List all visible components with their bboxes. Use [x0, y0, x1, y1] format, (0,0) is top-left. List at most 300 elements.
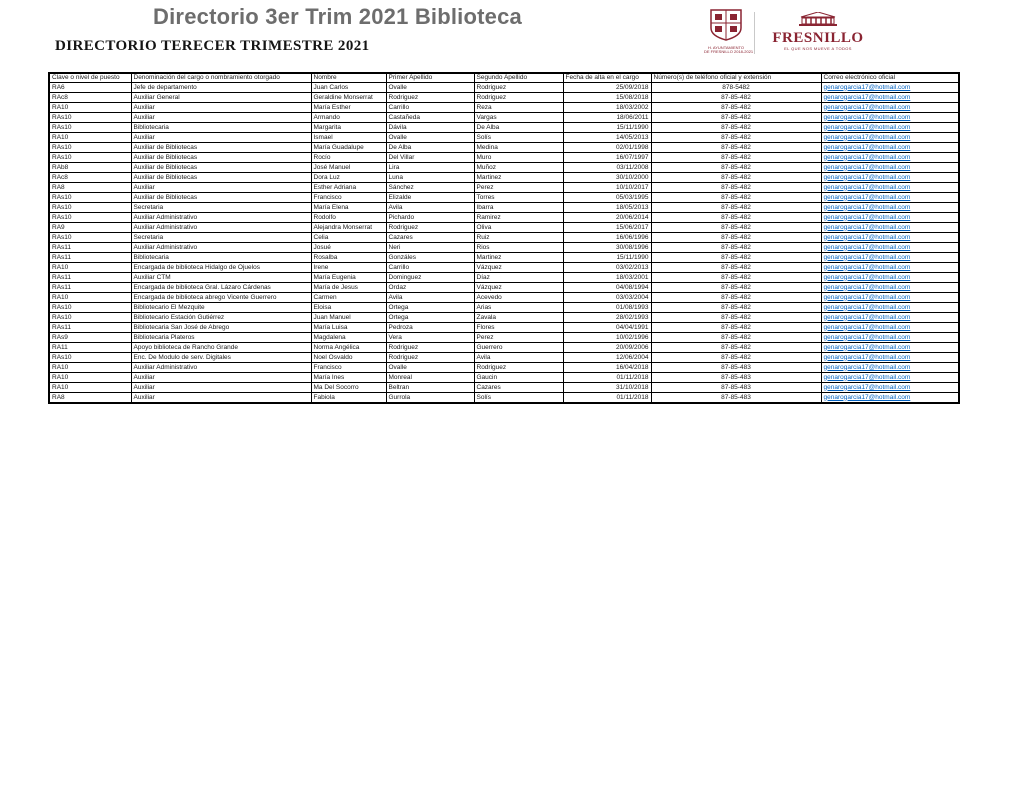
column-header-fecha-alta: Fecha de alta en el cargo	[563, 73, 651, 83]
cell-denominacion: Auxiliar de Bibliotecas	[131, 193, 311, 203]
cell-primer-apellido: Carrillo	[386, 103, 474, 113]
table-row	[49, 333, 959, 343]
cell-denominacion: Encargada de biblioteca Gral. Lázaro Cárdenas	[131, 283, 311, 293]
directory-table	[48, 72, 960, 404]
column-header-correo: Correo electrónico oficial	[821, 73, 959, 83]
cell-clave: RA8	[49, 393, 131, 404]
cell-segundo-apellido: Muro	[474, 153, 563, 163]
table-row	[49, 133, 959, 143]
cell-clave: RAs10	[49, 113, 131, 123]
cell-correo	[821, 253, 959, 263]
table-row	[49, 163, 959, 173]
cell-primer-apellido: Pedroza	[386, 323, 474, 333]
table-row	[49, 143, 959, 153]
cell-correo	[821, 153, 959, 163]
cell-primer-apellido: Sánchez	[386, 183, 474, 193]
cell-segundo-apellido: Oliva	[474, 223, 563, 233]
email-link[interactable]: genarogarcia17@hotmail.com	[823, 313, 911, 321]
table-row	[49, 123, 959, 133]
cell-denominacion: Jefe de departamento	[131, 83, 311, 93]
cell-segundo-apellido: Flores	[474, 323, 563, 333]
cell-primer-apellido: Rodriguez	[386, 353, 474, 363]
cell-denominacion: Auxiliar Administrativo	[131, 223, 311, 233]
cell-nombre: Margarita	[311, 123, 386, 133]
cell-segundo-apellido: Perez	[474, 183, 563, 193]
table-row	[49, 313, 959, 323]
cell-segundo-apellido: Acevedo	[474, 293, 563, 303]
fresnillo-tagline: EL QUE NOS MUEVE A TODOS	[784, 46, 852, 51]
cell-clave: RAs10	[49, 123, 131, 133]
cell-fecha-alta: 01/11/2018	[563, 373, 651, 383]
cell-denominacion: Auxiliar	[131, 103, 311, 113]
email-link[interactable]: genarogarcia17@hotmail.com	[823, 173, 911, 181]
email-link[interactable]: genarogarcia17@hotmail.com	[823, 293, 911, 301]
cell-correo	[821, 193, 959, 203]
cell-fecha-alta: 18/03/2001	[563, 273, 651, 283]
table-row	[49, 253, 959, 263]
cell-fecha-alta: 25/09/2018	[563, 83, 651, 93]
crest-shield-icon	[709, 28, 743, 45]
cell-correo	[821, 323, 959, 333]
table-row	[49, 383, 959, 393]
cell-nombre: Rosalba	[311, 253, 386, 263]
cell-fecha-alta: 31/10/2018	[563, 383, 651, 393]
table-row	[49, 173, 959, 183]
cell-primer-apellido: Luna	[386, 173, 474, 183]
cell-fecha-alta: 05/03/1995	[563, 193, 651, 203]
cell-correo	[821, 313, 959, 323]
cell-denominacion: Auxiliar	[131, 393, 311, 404]
table-row	[49, 373, 959, 383]
cell-primer-apellido: Neri	[386, 243, 474, 253]
cell-telefono: 87-85-482	[651, 233, 821, 243]
cell-clave: RAs11	[49, 323, 131, 333]
cell-nombre: María Luisa	[311, 323, 386, 333]
cell-fecha-alta: 15/06/2017	[563, 223, 651, 233]
email-link[interactable]: genarogarcia17@hotmail.com	[823, 213, 911, 221]
cell-nombre: María Ines	[311, 373, 386, 383]
email-link[interactable]: genarogarcia17@hotmail.com	[823, 253, 911, 261]
cell-denominacion: Auxiliar	[131, 113, 311, 123]
email-link[interactable]: genarogarcia17@hotmail.com	[823, 103, 911, 111]
cell-fecha-alta: 16/07/1997	[563, 153, 651, 163]
cell-primer-apellido: Dominguez	[386, 273, 474, 283]
cell-clave: RAs9	[49, 333, 131, 343]
cell-segundo-apellido: Rodriguez	[474, 363, 563, 373]
cell-segundo-apellido: Arias	[474, 303, 563, 313]
cell-denominacion: Auxiliar Administrativo	[131, 243, 311, 253]
cell-primer-apellido: De Alba	[386, 143, 474, 153]
cell-segundo-apellido: Muñoz	[474, 163, 563, 173]
cell-clave: RA10	[49, 263, 131, 273]
crest-caption-line2: DE FRESNILLO 2018-2021	[704, 49, 754, 54]
cell-nombre: Esther Adriana	[311, 183, 386, 193]
cell-nombre: María Eugenia	[311, 273, 386, 283]
cell-telefono: 87-85-482	[651, 243, 821, 253]
cell-telefono: 87-85-482	[651, 253, 821, 263]
email-link[interactable]: genarogarcia17@hotmail.com	[823, 383, 911, 391]
cell-clave: RA10	[49, 383, 131, 393]
cell-nombre: Francisco	[311, 193, 386, 203]
table-row	[49, 223, 959, 233]
cell-primer-apellido: Castañeda	[386, 113, 474, 123]
table-row	[49, 193, 959, 203]
email-link[interactable]: genarogarcia17@hotmail.com	[823, 93, 911, 101]
cell-primer-apellido: Rodriguez	[386, 223, 474, 233]
cell-nombre: Carmen	[311, 293, 386, 303]
cell-nombre: Noel Osvaldo	[311, 353, 386, 363]
cell-fecha-alta: 15/11/1990	[563, 123, 651, 133]
cell-fecha-alta: 10/02/1996	[563, 333, 651, 343]
cell-denominacion: Auxiliar	[131, 183, 311, 193]
cell-telefono: 87-85-483	[651, 383, 821, 393]
email-link[interactable]: genarogarcia17@hotmail.com	[823, 263, 911, 271]
table-row	[49, 303, 959, 313]
email-link[interactable]: genarogarcia17@hotmail.com	[823, 283, 911, 291]
cell-fecha-alta: 18/05/2013	[563, 203, 651, 213]
table-body	[49, 83, 959, 404]
cell-fecha-alta: 03/02/2013	[563, 263, 651, 273]
cell-primer-apellido: Cazares	[386, 233, 474, 243]
cell-denominacion: Auxiliar de Bibliotecas	[131, 143, 311, 153]
table-row	[49, 83, 959, 93]
email-link[interactable]: genarogarcia17@hotmail.com	[823, 163, 911, 171]
cell-telefono: 87-85-482	[651, 143, 821, 153]
cell-telefono: 87-85-483	[651, 363, 821, 373]
cell-clave: RA10	[49, 103, 131, 113]
cell-segundo-apellido: Reza	[474, 103, 563, 113]
cell-telefono: 87-85-482	[651, 353, 821, 363]
cell-correo	[821, 123, 959, 133]
email-link[interactable]: genarogarcia17@hotmail.com	[823, 113, 911, 121]
cell-telefono: 87-85-482	[651, 93, 821, 103]
column-header-segundo-apellido: Segundo Apellido	[474, 73, 563, 83]
cell-correo	[821, 263, 959, 273]
email-link[interactable]: genarogarcia17@hotmail.com	[823, 233, 911, 241]
cell-segundo-apellido: Vargas	[474, 113, 563, 123]
cell-primer-apellido: Vera	[386, 333, 474, 343]
cell-denominacion: Encargada de biblioteca abrego Vicente Guerrero	[131, 293, 311, 303]
table-row	[49, 283, 959, 293]
email-link[interactable]: genarogarcia17@hotmail.com	[823, 193, 911, 201]
cell-correo	[821, 283, 959, 293]
cell-primer-apellido: Avila	[386, 203, 474, 213]
cell-primer-apellido: Lira	[386, 163, 474, 173]
cell-primer-apellido: Pichardo	[386, 213, 474, 223]
cell-primer-apellido: Ovalle	[386, 363, 474, 373]
cell-nombre: Ismael	[311, 133, 386, 143]
cell-clave: RAs11	[49, 243, 131, 253]
cell-primer-apellido: Rodriguez	[386, 343, 474, 353]
cell-segundo-apellido: Vázquez	[474, 283, 563, 293]
cell-telefono: 87-85-482	[651, 273, 821, 283]
table-row	[49, 323, 959, 333]
cell-nombre: Dora Luz	[311, 173, 386, 183]
cell-fecha-alta: 04/04/1991	[563, 323, 651, 333]
cell-fecha-alta: 20/06/2014	[563, 213, 651, 223]
cell-telefono: 87-85-482	[651, 153, 821, 163]
cell-denominacion: Auxiliar	[131, 373, 311, 383]
email-link[interactable]: genarogarcia17@hotmail.com	[823, 323, 911, 331]
cell-telefono: 87-85-482	[651, 133, 821, 143]
cell-fecha-alta: 03/03/2004	[563, 293, 651, 303]
cell-primer-apellido: Rodriguez	[386, 93, 474, 103]
cell-segundo-apellido: Ibarra	[474, 203, 563, 213]
cell-denominacion: Auxiliar	[131, 383, 311, 393]
cell-segundo-apellido: Cazares	[474, 383, 563, 393]
cell-telefono: 87-85-482	[651, 173, 821, 183]
email-link[interactable]: genarogarcia17@hotmail.com	[823, 273, 911, 281]
cell-correo	[821, 103, 959, 113]
cell-segundo-apellido: Ramirez	[474, 213, 563, 223]
cell-telefono: 87-85-482	[651, 343, 821, 353]
cell-telefono: 87-85-482	[651, 203, 821, 213]
document-subtitle: DIRECTORIO TERECER TRIMESTRE 2021	[55, 38, 370, 54]
cell-denominacion: Auxiliar CTM	[131, 273, 311, 283]
cell-denominacion: Auxiliar Administrativo	[131, 213, 311, 223]
cell-clave: RAs11	[49, 273, 131, 283]
cell-primer-apellido: Carrillo	[386, 263, 474, 273]
email-link[interactable]: genarogarcia17@hotmail.com	[823, 303, 911, 311]
cell-clave: RAc8	[49, 93, 131, 103]
cell-correo	[821, 383, 959, 393]
cell-clave: RAs10	[49, 153, 131, 163]
cell-nombre: María Elena	[311, 203, 386, 213]
cell-telefono: 87-85-482	[651, 183, 821, 193]
cell-segundo-apellido: Avila	[474, 353, 563, 363]
cell-denominacion: Auxiliar Administrativo	[131, 363, 311, 373]
cell-segundo-apellido: Díaz	[474, 273, 563, 283]
cell-correo	[821, 303, 959, 313]
cell-clave: RAs10	[49, 233, 131, 243]
cell-nombre: Josué	[311, 243, 386, 253]
table-row	[49, 243, 959, 253]
cell-fecha-alta: 15/11/1990	[563, 253, 651, 263]
column-header-nombre: Nombre	[311, 73, 386, 83]
email-link[interactable]: genarogarcia17@hotmail.com	[823, 143, 911, 151]
cell-nombre: Juan Carlos	[311, 83, 386, 93]
cell-correo	[821, 243, 959, 253]
cell-correo	[821, 273, 959, 283]
cell-clave: RA10	[49, 133, 131, 143]
cell-telefono: 87-85-482	[651, 163, 821, 173]
cell-primer-apellido: Dávila	[386, 123, 474, 133]
email-link[interactable]: genarogarcia17@hotmail.com	[823, 393, 911, 401]
cell-segundo-apellido: Solís	[474, 393, 563, 404]
column-header-telefono: Número(s) de teléfono oficial y extensión	[651, 73, 821, 83]
cell-nombre: Geraldine Monserrat	[311, 93, 386, 103]
cell-segundo-apellido: Zavala	[474, 313, 563, 323]
email-link[interactable]: genarogarcia17@hotmail.com	[823, 333, 911, 341]
cell-fecha-alta: 04/08/1994	[563, 283, 651, 293]
email-link[interactable]: genarogarcia17@hotmail.com	[823, 223, 911, 231]
cell-correo	[821, 183, 959, 193]
table-row	[49, 393, 959, 404]
email-link[interactable]: genarogarcia17@hotmail.com	[823, 243, 911, 251]
cell-primer-apellido: Beltran	[386, 383, 474, 393]
cell-clave: RAs11	[49, 283, 131, 293]
cell-nombre: Fabiola	[311, 393, 386, 404]
cell-nombre: María de Jesus	[311, 283, 386, 293]
cell-denominacion: Bibliotecaria San José de Abrego	[131, 323, 311, 333]
cell-fecha-alta: 30/08/1996	[563, 243, 651, 253]
email-link[interactable]: genarogarcia17@hotmail.com	[823, 183, 911, 191]
cell-nombre: María Guadalupe	[311, 143, 386, 153]
cell-nombre: Ma Del Socorro	[311, 383, 386, 393]
table-row	[49, 233, 959, 243]
cell-denominacion: Bibliotecaria	[131, 253, 311, 263]
cell-correo	[821, 213, 959, 223]
municipal-crest	[704, 9, 754, 54]
cell-denominacion: Auxiliar de Bibliotecas	[131, 153, 311, 163]
cell-nombre: Eloisa	[311, 303, 386, 313]
table-row	[49, 263, 959, 273]
cell-primer-apellido: Gonzáles	[386, 253, 474, 263]
cell-clave: RA9	[49, 223, 131, 233]
cell-segundo-apellido: Torres	[474, 193, 563, 203]
cell-nombre: Irene	[311, 263, 386, 273]
table-row	[49, 353, 959, 363]
cell-denominacion: Secretaria	[131, 203, 311, 213]
email-link[interactable]: genarogarcia17@hotmail.com	[823, 123, 911, 131]
cell-nombre: Rodolfo	[311, 213, 386, 223]
email-link[interactable]: genarogarcia17@hotmail.com	[823, 373, 911, 381]
cell-correo	[821, 373, 959, 383]
cell-clave: RAs10	[49, 193, 131, 203]
cell-correo	[821, 233, 959, 243]
cell-clave: RA11	[49, 343, 131, 353]
cell-clave: RAs10	[49, 143, 131, 153]
cell-correo	[821, 203, 959, 213]
cell-nombre: Celia	[311, 233, 386, 243]
cell-primer-apellido: Ordaz	[386, 283, 474, 293]
table-row	[49, 363, 959, 373]
cell-segundo-apellido: Medina	[474, 143, 563, 153]
cell-correo	[821, 223, 959, 233]
email-link[interactable]: genarogarcia17@hotmail.com	[823, 343, 911, 351]
table-row	[49, 203, 959, 213]
cell-nombre: Francisco	[311, 363, 386, 373]
cell-clave: RA10	[49, 373, 131, 383]
cell-denominacion: Auxiliar de Bibliotecas	[131, 173, 311, 183]
page-title: Directorio 3er Trim 2021 Biblioteca	[153, 4, 522, 29]
cell-primer-apellido: Ortega	[386, 313, 474, 323]
cell-denominacion: Apoyo biblioteca de Rancho Grande	[131, 343, 311, 353]
cell-clave: RAs11	[49, 253, 131, 263]
logo-block	[698, 6, 878, 58]
column-header-clave: Clave o nivel de puesto	[49, 73, 131, 83]
cell-correo	[821, 293, 959, 303]
cell-telefono: 87-85-482	[651, 313, 821, 323]
cell-fecha-alta: 01/08/1993	[563, 303, 651, 313]
cell-correo	[821, 333, 959, 343]
fresnillo-logo	[760, 12, 876, 51]
cell-primer-apellido: Ovalle	[386, 83, 474, 93]
cell-telefono: 87-85-483	[651, 393, 821, 404]
cell-correo	[821, 83, 959, 93]
cell-fecha-alta: 10/10/2017	[563, 183, 651, 193]
cell-denominacion: Secretaria	[131, 233, 311, 243]
email-link[interactable]: genarogarcia17@hotmail.com	[823, 353, 911, 361]
column-header-denominacion: Denominación del cargo o nombramiento otorgado	[131, 73, 311, 83]
cell-primer-apellido: Avila	[386, 293, 474, 303]
table-row	[49, 103, 959, 113]
table-row	[49, 93, 959, 103]
cell-clave: RAs10	[49, 353, 131, 363]
cell-nombre: Magdalena	[311, 333, 386, 343]
table-row	[49, 113, 959, 123]
cell-nombre: Rocío	[311, 153, 386, 163]
cell-correo	[821, 143, 959, 153]
cell-clave: RAc8	[49, 173, 131, 183]
cell-telefono: 87-85-482	[651, 123, 821, 133]
table-row	[49, 183, 959, 193]
cell-correo	[821, 163, 959, 173]
cell-fecha-alta: 12/06/2004	[563, 353, 651, 363]
cell-primer-apellido: Ortega	[386, 303, 474, 313]
cell-fecha-alta: 14/05/2013	[563, 133, 651, 143]
table-row	[49, 343, 959, 353]
cell-correo	[821, 393, 959, 404]
table-row	[49, 273, 959, 283]
cell-nombre: Armando	[311, 113, 386, 123]
cell-denominacion: Auxiliar	[131, 133, 311, 143]
cell-clave: RAs10	[49, 303, 131, 313]
cell-nombre: Alejandra Monserrat	[311, 223, 386, 233]
table-row	[49, 213, 959, 223]
cell-correo	[821, 133, 959, 143]
cell-denominacion: Encargada de biblioteca Hidalgo de Ojuelos	[131, 263, 311, 273]
cell-telefono: 87-85-482	[651, 263, 821, 273]
cell-segundo-apellido: Gaucin	[474, 373, 563, 383]
table-row	[49, 153, 959, 163]
cell-telefono: 87-85-482	[651, 293, 821, 303]
cell-telefono: 87-85-483	[651, 373, 821, 383]
cell-telefono: 87-85-482	[651, 333, 821, 343]
cell-denominacion: Bibliotecario El Mezquite	[131, 303, 311, 313]
email-link[interactable]: genarogarcia17@hotmail.com	[823, 153, 911, 161]
cell-primer-apellido: Ovalle	[386, 133, 474, 143]
cell-denominacion: Auxiliar de Bibliotecas	[131, 163, 311, 173]
cell-segundo-apellido: Rodriguez	[474, 93, 563, 103]
cell-telefono: 87-85-482	[651, 323, 821, 333]
email-link[interactable]: genarogarcia17@hotmail.com	[823, 83, 911, 91]
cell-clave: RAs10	[49, 313, 131, 323]
email-link[interactable]: genarogarcia17@hotmail.com	[823, 133, 911, 141]
cell-fecha-alta: 02/01/1998	[563, 143, 651, 153]
email-link[interactable]: genarogarcia17@hotmail.com	[823, 203, 911, 211]
cell-correo	[821, 353, 959, 363]
cell-clave: RA6	[49, 83, 131, 93]
cell-segundo-apellido: Martinez	[474, 173, 563, 183]
email-link[interactable]: genarogarcia17@hotmail.com	[823, 363, 911, 371]
cell-segundo-apellido: Rodriguez	[474, 83, 563, 93]
cell-primer-apellido: Gurrola	[386, 393, 474, 404]
cell-denominacion: Bibliotecaria	[131, 123, 311, 133]
cell-fecha-alta: 16/06/1996	[563, 233, 651, 243]
cell-clave: RAb8	[49, 163, 131, 173]
cell-telefono: 87-85-482	[651, 193, 821, 203]
cell-denominacion: Bibliotecario Estación Gutiérrez	[131, 313, 311, 323]
column-header-primer-apellido: Primer Apellido	[386, 73, 474, 83]
cell-fecha-alta: 18/06/2011	[563, 113, 651, 123]
cell-nombre: Norma Angélica	[311, 343, 386, 353]
cell-fecha-alta: 28/02/1993	[563, 313, 651, 323]
cell-primer-apellido: Del Villar	[386, 153, 474, 163]
table-header	[49, 73, 959, 83]
cell-denominacion: Bibliotecaria Plateros	[131, 333, 311, 343]
cell-clave: RA10	[49, 363, 131, 373]
